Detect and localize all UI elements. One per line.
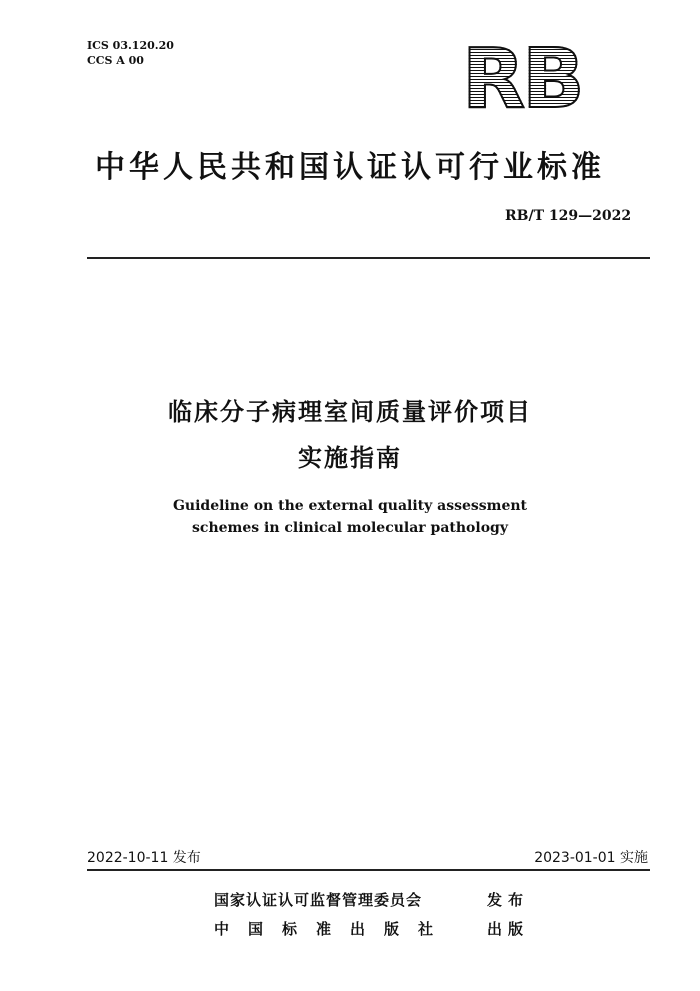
issuer-name: 国家认证认可监督管理委员会 bbox=[214, 891, 423, 909]
document-title-cn-line1: 临床分子病理室间质量评价项目 bbox=[168, 398, 532, 426]
industry-standard-title: 中华人民共和国认证认可行业标准 bbox=[95, 150, 605, 185]
implementation-date: 2023-01-01 实施 bbox=[534, 850, 648, 866]
ccs-code: CCS A 00 bbox=[87, 54, 144, 67]
document-title-en-line1: Guideline on the external quality assessment bbox=[172, 498, 528, 514]
issue-date: 2022-10-11 发布 bbox=[87, 850, 201, 866]
rb-logo: RB bbox=[462, 41, 602, 119]
publisher-action: 出版 bbox=[487, 920, 530, 938]
bottom-divider bbox=[87, 869, 650, 871]
issuer-action: 发布 bbox=[487, 891, 530, 909]
classification-codes bbox=[87, 38, 174, 68]
top-divider bbox=[87, 257, 650, 259]
standard-code: RB/T 129—2022 bbox=[505, 208, 632, 224]
publisher-name: 中国标准出版社 bbox=[214, 920, 453, 938]
document-title-en-line2: schemes in clinical molecular pathology bbox=[192, 520, 508, 536]
document-title-cn-line2: 实施指南 bbox=[298, 444, 402, 472]
ics-code: ICS 03.120.20 bbox=[87, 39, 174, 52]
